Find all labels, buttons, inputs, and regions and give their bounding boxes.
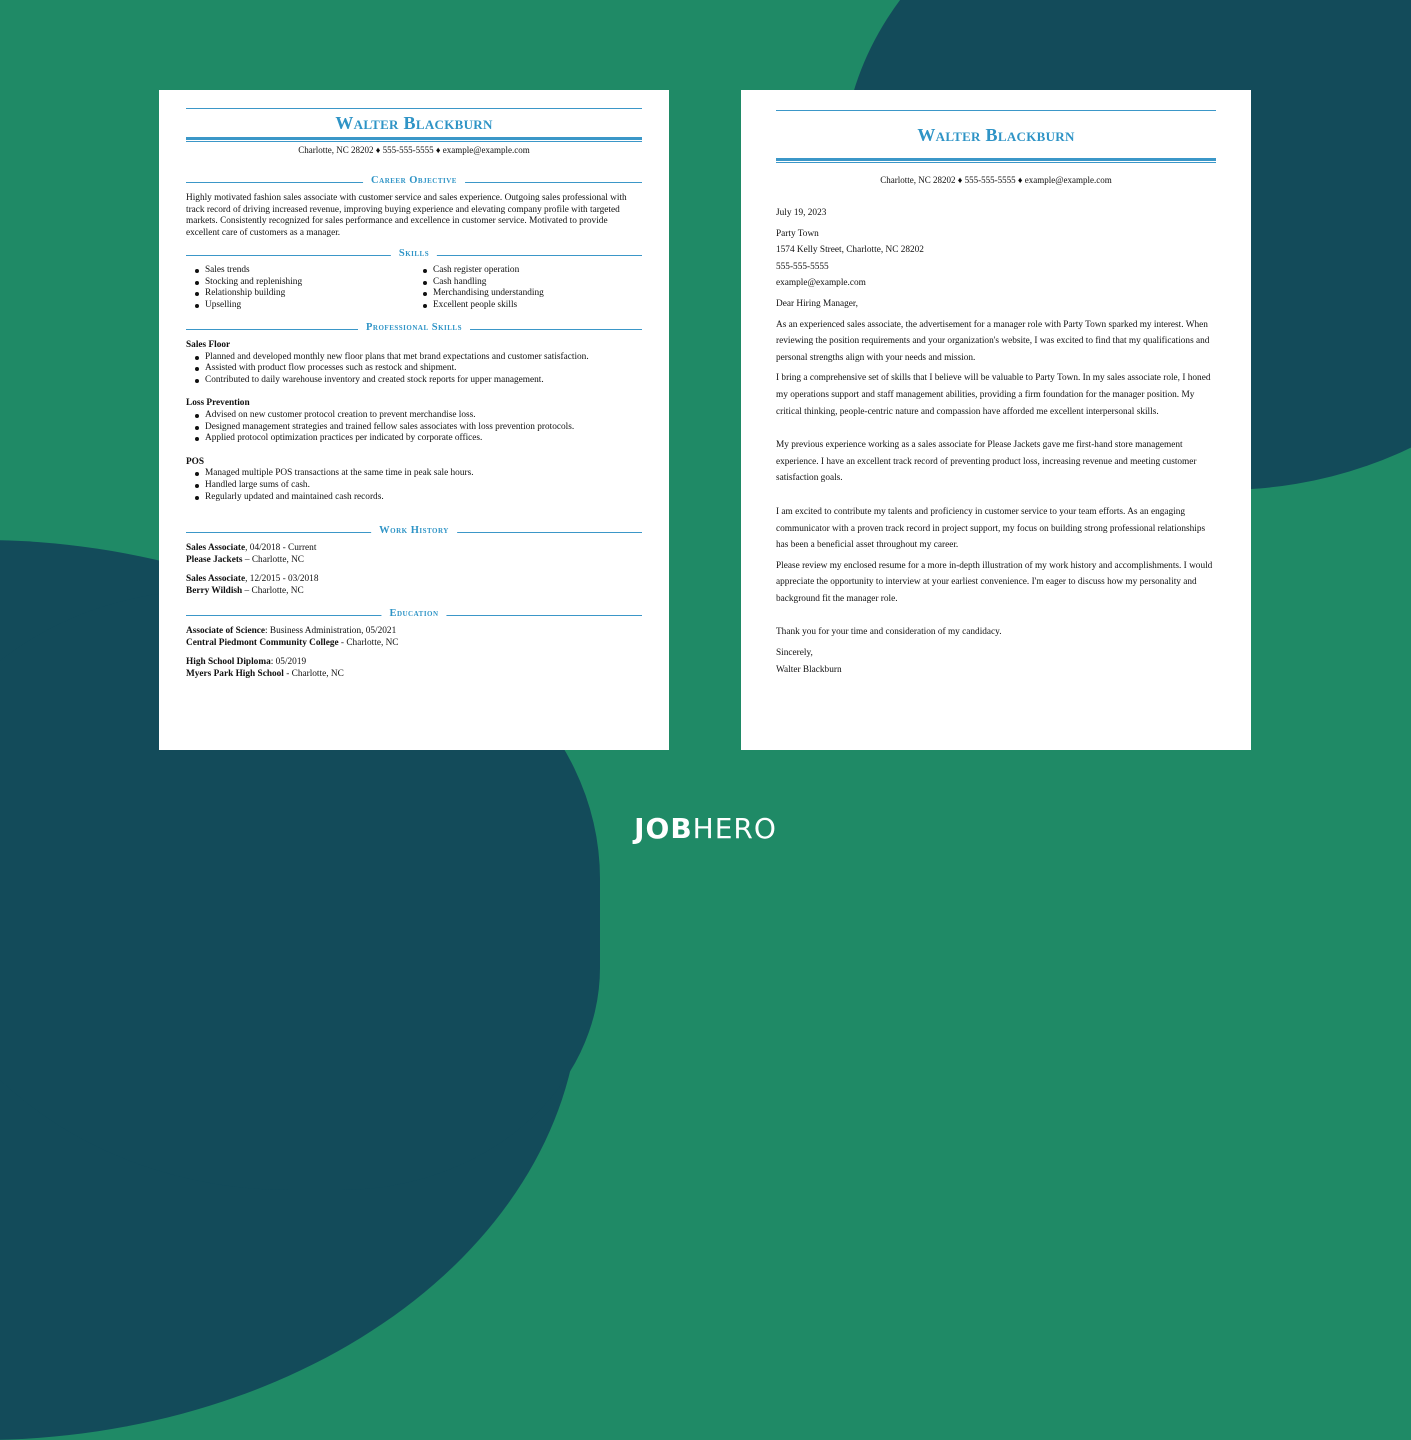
header-rule [186,137,642,140]
list-item: Applied protocol optimization practices per indicated by corporate offices. [205,433,642,445]
resume-page [159,90,669,750]
closing: Sincerely, [776,648,813,659]
list-item: Relationship building [205,288,414,300]
professional-skills-section [186,322,642,503]
skill-group-title: POS [186,456,205,467]
list-item: Regularly updated and maintained cash records. [205,492,642,504]
list-item: Handled large sums of cash. [205,480,642,492]
list-item: Cash handling [433,277,642,289]
education-entry: Associate of Science: Business Administration, 05/2021 [186,626,397,636]
letter-body [776,205,1216,678]
job-entry: Sales Associate, 04/2018 - Current [186,543,317,553]
education-section [186,608,642,680]
list-item: Contributed to daily warehouse inventory and created stock reports for upper management. [205,375,642,387]
education-entry: Myers Park High School - Charlotte, NC [186,668,344,679]
letter-paragraph: My previous experience working as a sales associate for Please Jackets gave me first-hand store management experience. I have an excellent track record of preventing product loss, increasing revenue and meeting customer satisfaction goals. [776,440,1197,484]
skill-group-list [186,468,642,503]
header-rule [186,108,642,109]
job-entry: Berry Wildish – Charlotte, NC [186,585,304,596]
skill-group-list [186,352,642,387]
skill-group-title: Sales Floor [186,340,231,350]
list-item: Upselling [205,300,414,312]
list-item: Sales trends [205,265,414,277]
letter-name: Walter Blackburn [917,125,1075,145]
education-entry: High School Diploma: 05/2019 [186,657,307,668]
work-history-section [186,525,642,597]
section-heading: Education [186,608,642,622]
job-entry: Sales Associate, 12/2015 - 03/2018 [186,574,319,585]
list-item: Cash register operation [433,265,642,277]
cover-letter-page [741,90,1251,750]
section-heading: Career Objective [186,175,642,189]
letter-contact: Charlotte, NC 28202 ♦ 555-555-5555 ♦ example@example.com [880,175,1112,185]
letter-paragraph: As an experienced sales associate, the advertisement for a manager role with Party Town sparked my interest. When reviewing the position requirements and your organization's website, I was excited to find that my qualifications and personal strengths align with your needs and mission. [776,319,1210,363]
list-item: Excellent people skills [433,300,642,312]
list-item: Merchandising understanding [433,288,642,300]
resume-name: Walter Blackburn [335,113,493,133]
skills-section [186,248,642,311]
header-rule [776,110,1216,111]
letter-paragraph: Please review my enclosed resume for a more in-depth illustration of my work history and accomplishments. I would appreciate the opportunity to interview at your earliest convenience. I'm eager to discuss how my personality and background fit the manager role. [776,560,1213,604]
header-rule [776,162,1216,163]
skill-group-list [186,410,642,445]
recipient-line: 1574 Kelly Street, Charlotte, NC 28202 [776,245,924,256]
skill-group [186,398,642,444]
header-rule [776,158,1216,161]
list-item: Assisted with product flow processes such as restock and shipment. [205,363,642,375]
signature: Walter Blackburn [776,664,842,675]
recipient-line: Party Town [776,228,819,239]
letter-paragraph: I am excited to contribute my talents and proficiency in customer service to your team efforts. As an engaging communicator with a proven track record in project support, my focus on building strong professional relationships has been a beneficial asset throughout my career. [776,506,1206,551]
job-entry: Please Jackets – Charlotte, NC [186,554,305,565]
career-objective-section [186,175,642,239]
skill-group [186,340,642,386]
letter-paragraph: Thank you for your time and consideration of my candidacy. [776,627,1002,638]
skills-list-left [186,265,414,311]
skill-group [186,457,642,503]
letter-date: July 19, 2023 [776,208,827,218]
skill-group-title: Loss Prevention [186,398,250,409]
salutation: Dear Hiring Manager, [776,298,858,309]
list-item: Planned and developed monthly new floor plans that met brand expectations and customer satisfaction. [205,352,642,364]
education-entry: Central Piedmont Community College - Charlotte, NC [186,637,399,648]
header-rule [186,141,642,142]
letter-paragraph: I bring a comprehensive set of skills that I believe will be valuable to Party Town. In my sales associate role, I honed my operations support and staff management abilities, providing a firm foundation for the manager position. My critical thinking, people-centric nature and compassion have afforded me excellent interpersonal skills. [776,373,1211,417]
section-heading: Skills [186,248,642,262]
jobhero-logo: JOBHERO [634,812,777,845]
list-item: Advised on new customer protocol creation to prevent merchandise loss. [205,410,642,422]
list-item: Stocking and replenishing [205,277,414,289]
career-objective-text: Highly motivated fashion sales associate with customer service and sales experience. Outgoing sales professional with track record of driving increased revenue, improving buying experience and elevating company profile with targeted markets. Consistently recognized for sales performance and excellence in customer service. Motivated to provide excellent care of customers as a manager. [186,193,627,238]
section-heading: Professional Skills [186,322,642,336]
recipient-line: 555-555-5555 [776,261,829,272]
list-item: Managed multiple POS transactions at the same time in peak sale hours. [205,468,642,480]
section-heading: Work History [186,525,642,539]
list-item: Designed management strategies and trained fellow sales associates with loss prevention protocols. [205,422,642,434]
resume-contact: Charlotte, NC 28202 ♦ 555-555-5555 ♦ example@example.com [298,145,530,155]
recipient-line: example@example.com [776,278,866,289]
skills-list-right [414,265,642,311]
